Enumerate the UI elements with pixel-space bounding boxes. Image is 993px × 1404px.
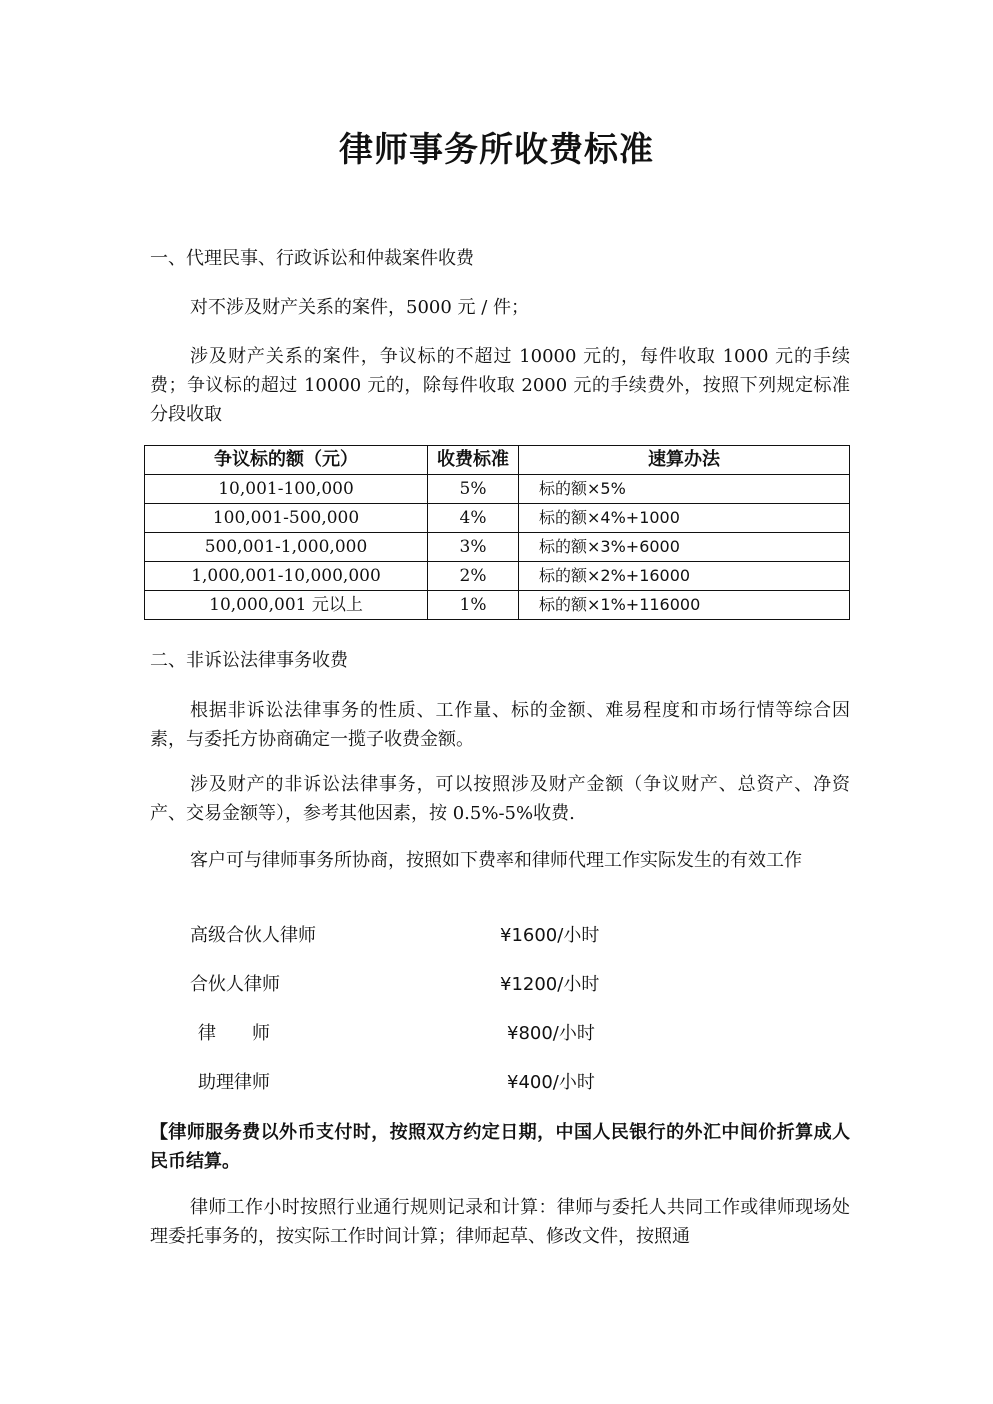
header-rate: 收费标准 [428,446,519,475]
formula-cell: 标的额×3%+6000 [519,533,850,562]
rate-role-assistant: 助理律师 [198,1072,270,1093]
formula-cell: 标的额×4%+1000 [519,504,850,533]
rate-cell: 2% [428,562,519,591]
fee-table [144,445,850,620]
table-row [145,533,850,562]
fee-table-header [145,446,850,475]
section1-para2: 涉及财产关系的案件，争议标的不超过 10000 元的，每件收取 1000 元的手续费；争议标的超过 10000 元的，除每件收取 2000 元的手续费外，按照下列规定标准分段收取 [150,346,850,425]
rate-cell: 3% [428,533,519,562]
range-cell: 100,001-500,000 [145,504,428,533]
range-cell: 10,000,001 元以上 [145,591,428,620]
header-formula: 速算办法 [519,446,850,475]
page-title: 律师事务所收费标准 [339,130,654,170]
currency-notice: 【律师服务费以外币支付时，按照双方约定日期，中国人民银行的外汇中间价折算成人民币结算。 [150,1122,850,1172]
section2-para3: 客户可与律师事务所协商，按照如下费率和律师代理工作实际发生的有效工作 [190,850,802,871]
rate-price-lawyer: ¥800/小时 [507,1023,595,1044]
table-row [145,562,850,591]
table-row [145,591,850,620]
section1-para1: 对不涉及财产关系的案件，5000 元 / 件； [190,297,530,318]
section2-para1: 根据非诉讼法律事务的性质、工作量、标的金额、难易程度和市场行情等综合因素，与委托方协商确定一揽子收费金额。 [150,700,850,750]
formula-cell: 标的额×5% [519,475,850,504]
rate-price-partner: ¥1200/小时 [500,974,600,995]
range-cell: 500,001-1,000,000 [145,533,428,562]
formula-cell: 标的额×1%+116000 [519,591,850,620]
rate-price-senior-partner: ¥1600/小时 [500,925,600,946]
section1-heading: 一、代理民事、行政诉讼和仲裁案件收费 [150,248,474,269]
range-cell: 1,000,001-10,000,000 [145,562,428,591]
section2-heading: 二、非诉讼法律事务收费 [150,650,348,671]
range-cell: 10,001-100,000 [145,475,428,504]
rate-cell: 1% [428,591,519,620]
table-row [145,475,850,504]
rate-role-partner: 合伙人律师 [190,974,280,995]
rate-cell: 5% [428,475,519,504]
section2-para2: 涉及财产的非诉讼法律事务，可以按照涉及财产金额（争议财产、总资产、净资产、交易金额等），参考其他因素，按 0.5%-5%收费. [150,774,850,824]
table-row [145,504,850,533]
formula-cell: 标的额×2%+16000 [519,562,850,591]
rate-role-lawyer: 律 师 [198,1023,270,1044]
rate-cell: 4% [428,504,519,533]
header-range: 争议标的额（元） [145,446,428,475]
rate-price-assistant: ¥400/小时 [507,1072,595,1093]
rate-role-senior-partner: 高级合伙人律师 [190,925,316,946]
closing-paragraph: 律师工作小时按照行业通行规则记录和计算：律师与委托人共同工作或律师现场处理委托事务的，按实际工作时间计算；律师起草、修改文件，按照通 [150,1197,850,1247]
